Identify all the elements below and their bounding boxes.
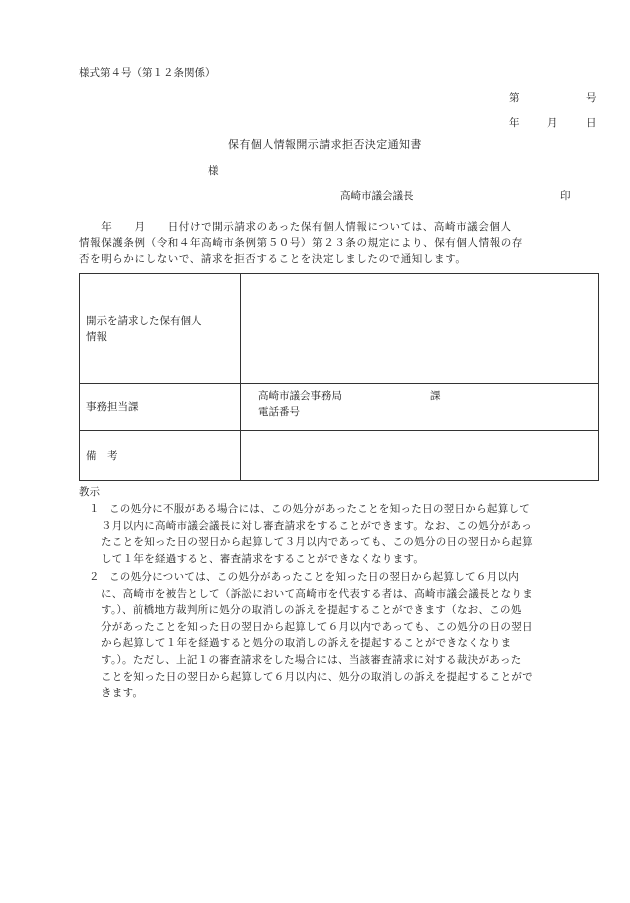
instruction-line: ことを知った日の翌日から起算して６月以内に、処分の取消しの訴えを提起することがで	[101, 670, 533, 683]
department-phone: 電話番号	[258, 406, 300, 418]
info-table	[79, 273, 599, 481]
instruction-line: から起算して１年を経過すると処分の取消しの訴えを提起することができなくなりま	[101, 637, 512, 650]
body-line: 情報保護条例（令和４年高崎市条例第５０号）第２３条の規定により、保有個人情報の存	[79, 236, 523, 249]
form-reference: 様式第４号（第１２条関係）	[79, 67, 216, 79]
instruction-number: １	[89, 503, 100, 515]
addressee-suffix: 様	[208, 165, 219, 177]
remarks-value	[241, 431, 599, 481]
department-office: 高崎市議会事務局	[258, 390, 342, 402]
department-office-line	[258, 388, 592, 404]
department-value	[241, 384, 599, 431]
instruction-line: す。）。ただし、上記１の審査請求をした場合には、当該審査請求に対する裁決があった	[101, 653, 522, 666]
instruction-line: 分があったことを知った日の翌日から起算して６月以内であっても、この処分の日の翌日	[101, 620, 533, 633]
date-day: 日	[586, 117, 597, 129]
sender-name: 高崎市議会議長	[340, 190, 414, 202]
instruction-number: ２	[89, 571, 100, 583]
date-year: 年	[509, 117, 520, 129]
body-line: 年 月 日付けで開示請求のあった保有個人情報については、高崎市議会個人	[79, 221, 512, 233]
department-section: 課	[430, 390, 441, 402]
table-row-department	[80, 384, 599, 431]
document-number-suffix: 号	[586, 92, 597, 104]
remarks-label: 備 考	[80, 431, 241, 481]
instruction-line: たことを知った日の翌日から起算して３月以内であっても、この処分の日の翌日から起算	[101, 536, 533, 549]
instruction-line: す。）、前橋地方裁判所に処分の取消しの訴えを提起することができます（なお、この処	[101, 604, 522, 617]
instruction-line: して１年を経過すると、審査請求をすることができなくなります。	[101, 552, 425, 565]
instruction-line: ３月以内に高崎市議会議長に対し審査請求をすることができます。なお、この処分があっ	[101, 519, 533, 532]
instruction-item-2	[79, 569, 599, 702]
body-line: 否を明らかにしないで、請求を拒否することを決定しましたので通知します。	[79, 252, 467, 265]
requested-info-value	[241, 274, 599, 384]
instruction-line	[79, 569, 599, 586]
requested-info-label-line2: 情報	[86, 330, 107, 343]
table-row-requested-info	[80, 274, 599, 384]
body-paragraph	[79, 220, 599, 267]
instruction-line: きます。	[101, 687, 144, 700]
document-number-prefix: 第	[509, 92, 520, 104]
instruction-item-1	[79, 501, 599, 567]
seal-mark: 印	[560, 190, 571, 202]
document-title: 保有個人情報開示請求拒否決定通知書	[228, 138, 422, 151]
instruction-text: この処分に不服がある場合には、この処分があったことを知った日の翌日から起算して	[109, 503, 531, 515]
requested-info-label	[80, 274, 241, 384]
instruction-line	[79, 501, 599, 518]
table-row-remarks	[80, 431, 599, 481]
date-month: 月	[547, 117, 558, 129]
instructions-heading: 教示	[79, 486, 100, 498]
instruction-text: この処分については、この処分があったことを知った日の翌日から起算して６月以内	[109, 571, 520, 583]
requested-info-label-line1: 開示を請求した保有個人	[86, 314, 202, 327]
department-label: 事務担当課	[80, 384, 241, 431]
instruction-line: に、高崎市を被告として（訴訟において高崎市を代表する者は、高崎市議会議長となりま	[101, 587, 533, 600]
